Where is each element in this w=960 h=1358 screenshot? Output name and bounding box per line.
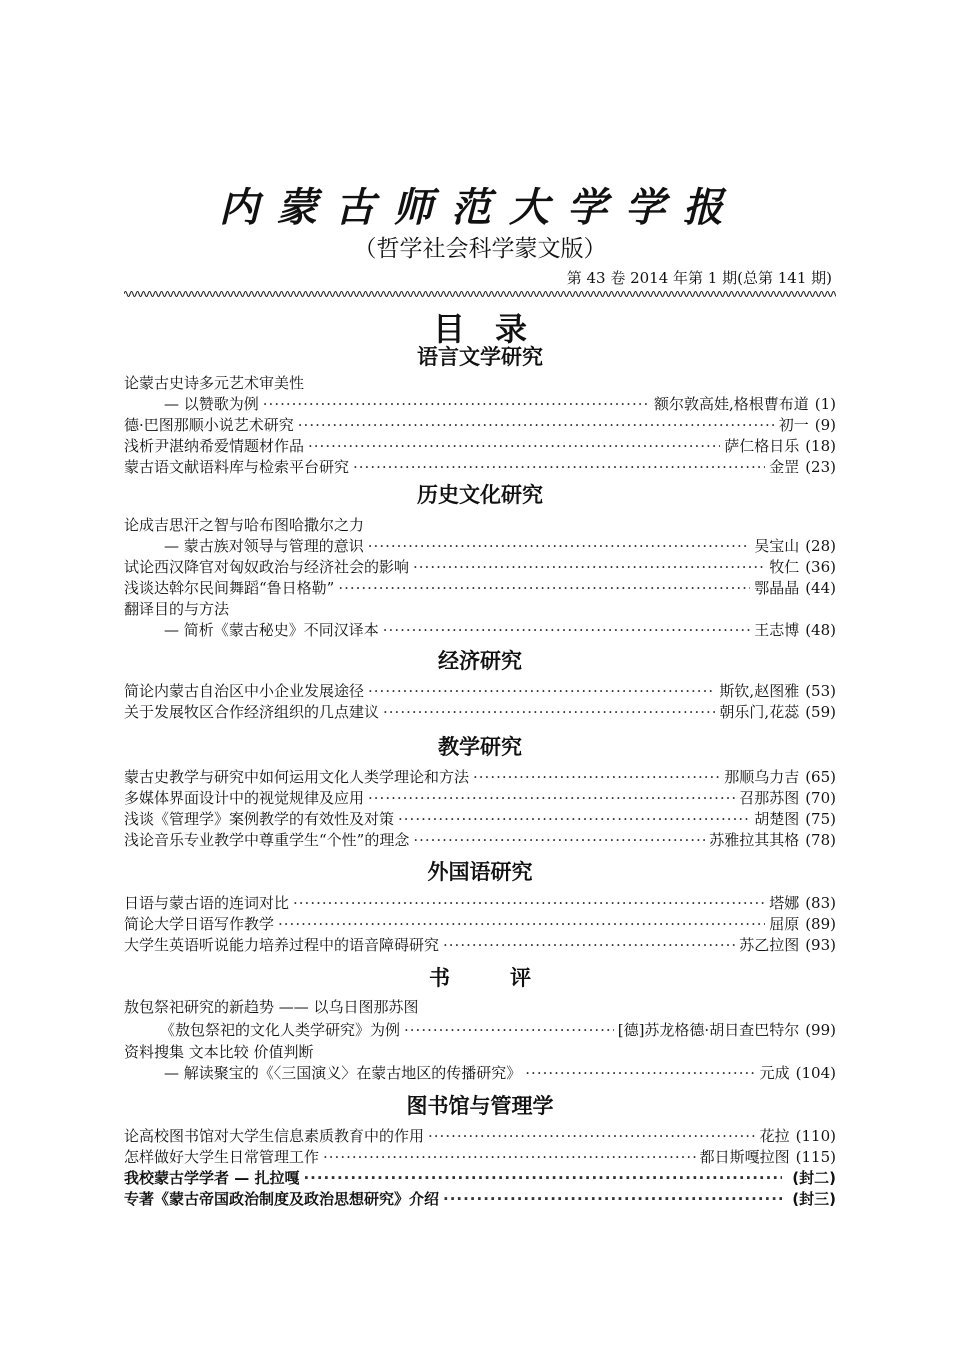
entry-title: 简论大学日语写作教学 bbox=[124, 915, 275, 933]
dot-leader bbox=[443, 935, 735, 955]
entry-title: 翻译目的与方法 bbox=[124, 600, 230, 618]
entry-page: (53) bbox=[805, 682, 836, 700]
entry-author: 花拉 bbox=[759, 1127, 790, 1145]
section-title: 历史文化研究 bbox=[417, 483, 543, 507]
entry-author: 额尔敦高娃,格根曹布道 bbox=[653, 395, 809, 413]
entry-author: 萨仁格日乐 bbox=[724, 437, 800, 455]
dot-leader bbox=[353, 457, 765, 477]
entry-page: (75) bbox=[805, 810, 836, 828]
entry-title: 敖包祭祀研究的新趋势 —— 以乌日图那苏图 bbox=[124, 998, 419, 1016]
toc-entry[interactable] bbox=[124, 415, 836, 435]
volume-issue-line: 第 43 卷 2014 年第 1 期(总第 141 期) bbox=[566, 269, 832, 287]
entry-title: — 蒙古族对领导与管理的意识 bbox=[164, 537, 364, 555]
entry-author: [德]苏龙格德·胡日查巴特尔 bbox=[617, 1021, 800, 1039]
entry-page: (89) bbox=[805, 915, 836, 933]
dot-leader bbox=[368, 536, 750, 556]
entry-title: 怎样做好大学生日常管理工作 bbox=[124, 1148, 320, 1166]
entry-page: (9) bbox=[814, 416, 836, 434]
dot-leader bbox=[525, 1063, 755, 1083]
entry-title: — 简析《蒙古秘史》不同汉译本 bbox=[164, 621, 379, 639]
toc-entry[interactable] bbox=[124, 373, 836, 393]
toc-entry[interactable] bbox=[124, 830, 836, 850]
wavy-divider bbox=[124, 288, 836, 300]
entry-page: (110) bbox=[795, 1127, 836, 1145]
toc-entry[interactable] bbox=[124, 1042, 836, 1062]
entry-title: — 解读聚宝的《〈三国演义〉在蒙古地区的传播研究》 bbox=[164, 1064, 522, 1082]
entry-author: 初一 bbox=[778, 416, 809, 434]
entry-title: — 以赞歌为例 bbox=[164, 395, 259, 413]
section-title: 图书馆与管理学 bbox=[406, 1094, 554, 1118]
entry-author: 那顺乌力吉 bbox=[724, 768, 800, 786]
toc-entry[interactable] bbox=[124, 893, 836, 913]
entry-author: 朝乐门,花蕊 bbox=[719, 703, 800, 721]
entry-title: 专著《蒙古帝国政治制度及政治思想研究》介绍 bbox=[124, 1190, 440, 1208]
dot-leader bbox=[368, 788, 735, 808]
dot-leader bbox=[473, 767, 720, 787]
toc-entry[interactable] bbox=[124, 1126, 836, 1146]
section-title: 外国语研究 bbox=[427, 860, 533, 884]
entry-page: (18) bbox=[805, 437, 836, 455]
toc-entry[interactable] bbox=[124, 457, 836, 477]
entry-title: 浅论音乐专业教学中尊重学生“个性”的理念 bbox=[124, 831, 410, 849]
entry-title: 日语与蒙古语的连词对比 bbox=[124, 894, 290, 912]
entry-title: 我校蒙古学学者 — 扎拉嘎 bbox=[124, 1169, 300, 1187]
entry-author: 鄂晶晶 bbox=[754, 579, 800, 597]
dot-leader bbox=[398, 809, 750, 829]
dot-leader bbox=[293, 893, 765, 913]
toc-entry[interactable] bbox=[124, 557, 836, 577]
entry-author: 塔娜 bbox=[769, 894, 800, 912]
journal-title: 内蒙古师范大学学报 bbox=[219, 184, 741, 231]
section-title: 书评 bbox=[429, 966, 591, 990]
entry-page: (104) bbox=[795, 1064, 836, 1082]
entry-title: 蒙古史教学与研究中如何运用文化人类学理论和方法 bbox=[124, 768, 470, 786]
dot-leader bbox=[383, 702, 715, 722]
journal-subtitle: （哲学社会科学蒙文版） bbox=[353, 236, 607, 262]
section-title: 经济研究 bbox=[438, 649, 522, 673]
toc-entry[interactable] bbox=[124, 681, 836, 701]
entry-page: (70) bbox=[805, 789, 836, 807]
toc-entry[interactable] bbox=[124, 809, 836, 829]
toc-entry[interactable] bbox=[124, 788, 836, 808]
toc-entry[interactable] bbox=[124, 1189, 836, 1209]
toc-entry[interactable] bbox=[124, 767, 836, 787]
entry-page: (23) bbox=[805, 458, 836, 476]
entry-page: (93) bbox=[805, 936, 836, 954]
entry-title: 试论西汉降官对匈奴政治与经济社会的影响 bbox=[124, 558, 410, 576]
entry-title: 大学生英语听说能力培养过程中的语音障碍研究 bbox=[124, 936, 440, 954]
section-title: 教学研究 bbox=[438, 735, 522, 759]
toc-entry[interactable] bbox=[124, 578, 836, 598]
entry-author: 王志博 bbox=[754, 621, 800, 639]
dot-leader bbox=[323, 1147, 696, 1167]
toc-entry[interactable] bbox=[124, 997, 836, 1017]
entry-title: 论高校图书馆对大学生信息素质教育中的作用 bbox=[124, 1127, 425, 1145]
dot-leader bbox=[368, 681, 715, 701]
entry-page: (65) bbox=[805, 768, 836, 786]
entry-author: 元成 bbox=[759, 1064, 790, 1082]
toc-entry[interactable] bbox=[124, 935, 836, 955]
entry-title: 多媒体界面设计中的视觉规律及应用 bbox=[124, 789, 365, 807]
entry-author: 吴宝山 bbox=[754, 537, 800, 555]
dot-leader bbox=[383, 620, 750, 640]
toc-entry[interactable] bbox=[124, 620, 836, 640]
dot-leader bbox=[263, 394, 650, 414]
dot-leader bbox=[413, 557, 765, 577]
dot-leader bbox=[298, 415, 775, 435]
entry-page: (36) bbox=[805, 558, 836, 576]
dot-leader bbox=[303, 1168, 782, 1188]
dot-leader bbox=[338, 578, 750, 598]
toc-heading: 目录 bbox=[432, 310, 557, 348]
entry-author: 苏雅拉其其格 bbox=[709, 831, 800, 849]
dot-leader bbox=[404, 1020, 614, 1040]
entry-page: (1) bbox=[814, 395, 836, 413]
entry-page: (48) bbox=[805, 621, 836, 639]
entry-title: 简论内蒙古自治区中小企业发展途径 bbox=[124, 682, 365, 700]
entry-author: 都日斯嘎拉图 bbox=[699, 1148, 790, 1166]
entry-title: 浅析尹湛纳希爱情题材作品 bbox=[124, 437, 305, 455]
entry-title: 浅谈《管理学》案例教学的有效性及对策 bbox=[124, 810, 395, 828]
entry-author: 胡楚图 bbox=[754, 810, 800, 828]
entry-author: 牧仁 bbox=[769, 558, 800, 576]
toc-entry[interactable] bbox=[124, 1063, 836, 1083]
entry-title: 浅谈达斡尔民间舞蹈“鲁日格勒” bbox=[124, 579, 335, 597]
entry-author: 斯钦,赵图雅 bbox=[719, 682, 800, 700]
dot-leader bbox=[278, 914, 765, 934]
toc-entry[interactable] bbox=[124, 1168, 836, 1188]
dot-leader bbox=[443, 1189, 782, 1209]
entry-author: 屈原 bbox=[769, 915, 800, 933]
toc-entry[interactable] bbox=[124, 599, 836, 619]
toc-entry[interactable] bbox=[124, 914, 836, 934]
entry-page: (28) bbox=[805, 537, 836, 555]
dot-leader bbox=[428, 1126, 756, 1146]
toc-entry[interactable] bbox=[124, 1020, 836, 1040]
entry-page: (封三) bbox=[792, 1190, 836, 1208]
entry-page: (封二) bbox=[792, 1169, 836, 1187]
toc-entry[interactable] bbox=[124, 536, 836, 556]
entry-title: 蒙古语文献语料库与检索平台研究 bbox=[124, 458, 350, 476]
entry-page: (44) bbox=[805, 579, 836, 597]
toc-entry[interactable] bbox=[124, 436, 836, 456]
entry-page: (78) bbox=[805, 831, 836, 849]
dot-leader bbox=[413, 830, 705, 850]
entry-page: (83) bbox=[805, 894, 836, 912]
toc-entry[interactable] bbox=[124, 515, 836, 535]
entry-page: (59) bbox=[805, 703, 836, 721]
entry-page: (115) bbox=[795, 1148, 836, 1166]
entry-title: 资料搜集 文本比较 价值判断 bbox=[124, 1043, 314, 1061]
toc-entry[interactable] bbox=[124, 1147, 836, 1167]
toc-entry[interactable] bbox=[124, 394, 836, 414]
entry-title: 德·巴图那顺小说艺术研究 bbox=[124, 416, 294, 434]
toc-entry[interactable] bbox=[124, 702, 836, 722]
entry-author: 召那苏图 bbox=[739, 789, 800, 807]
entry-author: 苏乙拉图 bbox=[739, 936, 800, 954]
section-title: 语言文学研究 bbox=[417, 345, 543, 369]
entry-title: 论蒙古史诗多元艺术审美性 bbox=[124, 374, 305, 392]
entry-page: (99) bbox=[805, 1021, 836, 1039]
entry-title: 关于发展牧区合作经济组织的几点建议 bbox=[124, 703, 380, 721]
entry-title: 《敖包祭祀的文化人类学研究》为例 bbox=[160, 1021, 401, 1039]
entry-title: 论成吉思汗之智与哈布图哈撒尔之力 bbox=[124, 516, 365, 534]
entry-author: 金罡 bbox=[769, 458, 800, 476]
dot-leader bbox=[308, 436, 720, 456]
